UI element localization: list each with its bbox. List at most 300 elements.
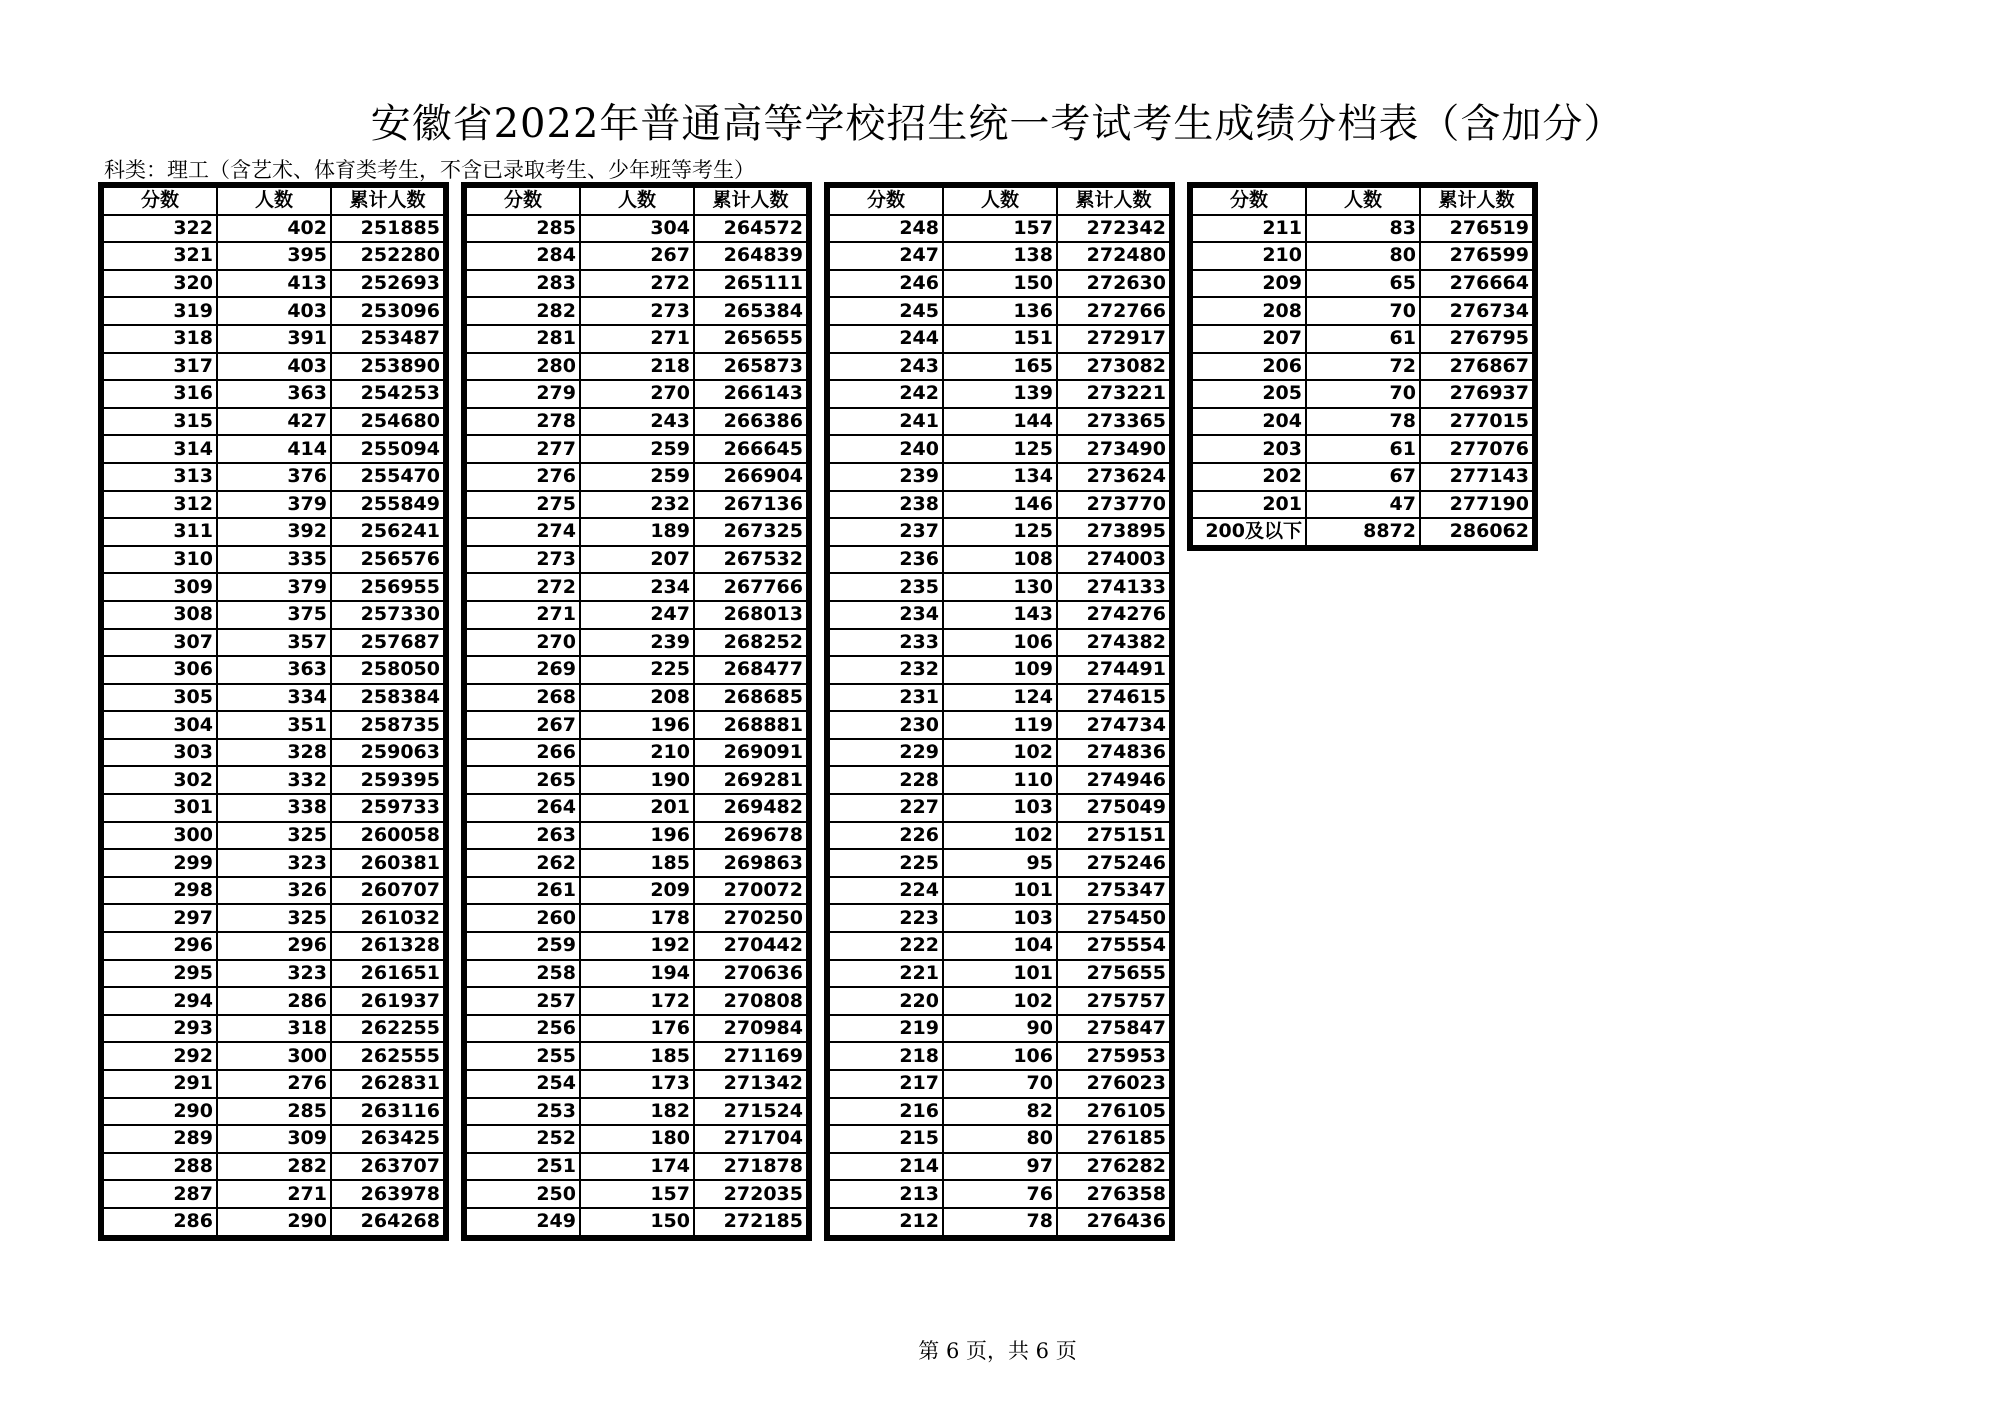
score-cell: 206 <box>1192 353 1306 381</box>
table-row <box>829 601 1170 629</box>
score-cell: 212 <box>829 1208 943 1236</box>
cumulative-cell: 269482 <box>694 794 807 822</box>
table-row <box>466 491 807 519</box>
cumulative-cell: 286062 <box>1420 518 1533 546</box>
count-cell: 144 <box>943 408 1057 436</box>
cumulative-cell: 269091 <box>694 739 807 767</box>
cumulative-cell: 267766 <box>694 573 807 601</box>
score-cell: 297 <box>103 904 217 932</box>
cumulative-cell: 257687 <box>331 629 444 657</box>
count-cell: 150 <box>943 270 1057 298</box>
table-row <box>829 325 1170 353</box>
score-cell: 283 <box>466 270 580 298</box>
score-cell: 247 <box>829 242 943 270</box>
table-row <box>1192 270 1533 298</box>
score-cell: 227 <box>829 794 943 822</box>
table-row <box>466 353 807 381</box>
table-row <box>103 242 444 270</box>
cumulative-cell: 263116 <box>331 1098 444 1126</box>
score-cell: 202 <box>1192 463 1306 491</box>
table-row <box>466 629 807 657</box>
cumulative-cell: 276519 <box>1420 215 1533 243</box>
score-cell: 298 <box>103 877 217 905</box>
table-row <box>829 1070 1170 1098</box>
table-row <box>1192 242 1533 270</box>
cumulative-cell: 270442 <box>694 932 807 960</box>
score-cell: 219 <box>829 1015 943 1043</box>
table-row <box>466 711 807 739</box>
table-row <box>829 1208 1170 1236</box>
score-cell: 230 <box>829 711 943 739</box>
cumulative-cell: 273490 <box>1057 435 1170 463</box>
score-cell: 237 <box>829 518 943 546</box>
count-cell: 143 <box>943 601 1057 629</box>
score-cell: 255 <box>466 1042 580 1070</box>
cumulative-cell: 261032 <box>331 904 444 932</box>
cumulative-cell: 277015 <box>1420 408 1533 436</box>
score-cell: 310 <box>103 546 217 574</box>
count-cell: 119 <box>943 711 1057 739</box>
table-row <box>466 1153 807 1181</box>
table-row <box>466 435 807 463</box>
table-row <box>829 380 1170 408</box>
score-cell: 257 <box>466 987 580 1015</box>
table-row <box>829 1098 1170 1126</box>
table-row <box>466 1208 807 1236</box>
table-row <box>466 1070 807 1098</box>
score-cell: 211 <box>1192 215 1306 243</box>
count-cell: 102 <box>943 987 1057 1015</box>
score-cell: 260 <box>466 904 580 932</box>
cumulative-cell: 275655 <box>1057 960 1170 988</box>
count-cell: 351 <box>217 711 331 739</box>
cumulative-cell: 275554 <box>1057 932 1170 960</box>
score-cell: 285 <box>466 215 580 243</box>
score-cell: 301 <box>103 794 217 822</box>
cumulative-cell: 270636 <box>694 960 807 988</box>
score-cell: 226 <box>829 822 943 850</box>
count-cell: 286 <box>217 987 331 1015</box>
score-cell: 203 <box>1192 435 1306 463</box>
cumulative-cell: 272917 <box>1057 325 1170 353</box>
count-cell: 272 <box>580 270 694 298</box>
cumulative-cell: 272185 <box>694 1208 807 1236</box>
count-cell: 403 <box>217 297 331 325</box>
count-cell: 271 <box>580 325 694 353</box>
score-cell: 238 <box>829 491 943 519</box>
cumulative-cell: 258735 <box>331 711 444 739</box>
score-cell: 252 <box>466 1125 580 1153</box>
count-cell: 282 <box>217 1153 331 1181</box>
count-cell: 70 <box>1306 297 1420 325</box>
table-row <box>103 1098 444 1126</box>
count-cell: 125 <box>943 435 1057 463</box>
table-row <box>103 904 444 932</box>
cumulative-cell: 274003 <box>1057 546 1170 574</box>
count-cell: 173 <box>580 1070 694 1098</box>
table-row <box>103 601 444 629</box>
score-table-block-2 <box>461 182 812 1241</box>
table-row <box>103 463 444 491</box>
cumulative-cell: 271878 <box>694 1153 807 1181</box>
table-row <box>466 546 807 574</box>
cumulative-cell: 276867 <box>1420 353 1533 381</box>
cumulative-cell: 269678 <box>694 822 807 850</box>
table-row <box>829 270 1170 298</box>
cumulative-cell: 273624 <box>1057 463 1170 491</box>
score-cell: 274 <box>466 518 580 546</box>
count-cell: 196 <box>580 711 694 739</box>
cumulative-cell: 270984 <box>694 1015 807 1043</box>
score-cell: 307 <box>103 629 217 657</box>
table-row <box>829 215 1170 243</box>
count-cell: 146 <box>943 491 1057 519</box>
count-cell: 134 <box>943 463 1057 491</box>
header-count: 人数 <box>943 187 1057 215</box>
table-row <box>466 1180 807 1208</box>
count-cell: 210 <box>580 739 694 767</box>
cumulative-cell: 265655 <box>694 325 807 353</box>
count-cell: 427 <box>217 408 331 436</box>
score-cell: 282 <box>466 297 580 325</box>
count-cell: 109 <box>943 656 1057 684</box>
cumulative-cell: 255849 <box>331 491 444 519</box>
count-cell: 83 <box>1306 215 1420 243</box>
cumulative-cell: 276664 <box>1420 270 1533 298</box>
cumulative-cell: 253096 <box>331 297 444 325</box>
count-cell: 138 <box>943 242 1057 270</box>
score-cell: 240 <box>829 435 943 463</box>
cumulative-cell: 264839 <box>694 242 807 270</box>
count-cell: 413 <box>217 270 331 298</box>
cumulative-cell: 266645 <box>694 435 807 463</box>
table-row <box>1192 297 1533 325</box>
table-row <box>466 766 807 794</box>
count-cell: 290 <box>217 1208 331 1236</box>
count-cell: 189 <box>580 518 694 546</box>
cumulative-cell: 274734 <box>1057 711 1170 739</box>
count-cell: 247 <box>580 601 694 629</box>
table-row <box>103 766 444 794</box>
table-row <box>103 932 444 960</box>
table-row <box>1192 353 1533 381</box>
cumulative-cell: 276185 <box>1057 1125 1170 1153</box>
count-cell: 106 <box>943 1042 1057 1070</box>
score-table-1 <box>102 186 445 1237</box>
table-row <box>829 573 1170 601</box>
table-row <box>466 904 807 932</box>
table-row <box>466 325 807 353</box>
count-cell: 357 <box>217 629 331 657</box>
cumulative-cell: 276734 <box>1420 297 1533 325</box>
count-cell: 402 <box>217 215 331 243</box>
table-row <box>829 297 1170 325</box>
score-cell: 266 <box>466 739 580 767</box>
cumulative-cell: 276599 <box>1420 242 1533 270</box>
cumulative-cell: 273082 <box>1057 353 1170 381</box>
cumulative-cell: 266143 <box>694 380 807 408</box>
table-row <box>829 656 1170 684</box>
count-cell: 130 <box>943 573 1057 601</box>
count-cell: 174 <box>580 1153 694 1181</box>
cumulative-cell: 267136 <box>694 491 807 519</box>
cumulative-cell: 257330 <box>331 601 444 629</box>
cumulative-cell: 264268 <box>331 1208 444 1236</box>
score-cell: 273 <box>466 546 580 574</box>
table-row <box>103 215 444 243</box>
score-cell: 214 <box>829 1153 943 1181</box>
score-cell: 249 <box>466 1208 580 1236</box>
cumulative-cell: 262831 <box>331 1070 444 1098</box>
count-cell: 78 <box>1306 408 1420 436</box>
score-cell: 320 <box>103 270 217 298</box>
count-cell: 192 <box>580 932 694 960</box>
score-cell: 254 <box>466 1070 580 1098</box>
table-row <box>466 877 807 905</box>
count-cell: 136 <box>943 297 1057 325</box>
score-cell: 293 <box>103 1015 217 1043</box>
score-cell: 286 <box>103 1208 217 1236</box>
count-cell: 363 <box>217 656 331 684</box>
cumulative-cell: 272035 <box>694 1180 807 1208</box>
count-cell: 392 <box>217 518 331 546</box>
cumulative-cell: 277190 <box>1420 491 1533 519</box>
score-cell: 263 <box>466 822 580 850</box>
table-row <box>829 1015 1170 1043</box>
score-cell: 221 <box>829 960 943 988</box>
count-cell: 414 <box>217 435 331 463</box>
table-row-below-threshold <box>1192 518 1533 546</box>
cumulative-cell: 259063 <box>331 739 444 767</box>
count-cell: 95 <box>943 849 1057 877</box>
count-cell: 194 <box>580 960 694 988</box>
table-row <box>103 1042 444 1070</box>
table-row <box>466 297 807 325</box>
score-cell: 223 <box>829 904 943 932</box>
cumulative-cell: 261651 <box>331 960 444 988</box>
count-cell: 403 <box>217 353 331 381</box>
count-cell: 102 <box>943 822 1057 850</box>
count-cell: 78 <box>943 1208 1057 1236</box>
score-cell: 265 <box>466 766 580 794</box>
cumulative-cell: 270808 <box>694 987 807 1015</box>
count-cell: 270 <box>580 380 694 408</box>
table-row <box>466 960 807 988</box>
score-cell: 287 <box>103 1180 217 1208</box>
table-row <box>466 656 807 684</box>
score-cell: 312 <box>103 491 217 519</box>
count-cell: 70 <box>1306 380 1420 408</box>
score-cell: 241 <box>829 408 943 436</box>
score-cell: 210 <box>1192 242 1306 270</box>
count-cell: 76 <box>943 1180 1057 1208</box>
score-table-block-4 <box>1187 182 1538 551</box>
score-cell: 248 <box>829 215 943 243</box>
count-cell: 273 <box>580 297 694 325</box>
cumulative-cell: 271524 <box>694 1098 807 1126</box>
cumulative-cell: 272342 <box>1057 215 1170 243</box>
cumulative-cell: 263707 <box>331 1153 444 1181</box>
count-cell: 259 <box>580 463 694 491</box>
table-row <box>829 684 1170 712</box>
table-row <box>103 849 444 877</box>
score-cell: 279 <box>466 380 580 408</box>
count-cell: 97 <box>943 1153 1057 1181</box>
count-cell: 101 <box>943 877 1057 905</box>
score-table-2 <box>465 186 808 1237</box>
count-cell: 338 <box>217 794 331 822</box>
score-cell: 264 <box>466 794 580 822</box>
cumulative-cell: 268013 <box>694 601 807 629</box>
table-row <box>103 270 444 298</box>
count-cell: 106 <box>943 629 1057 657</box>
cumulative-cell: 275246 <box>1057 849 1170 877</box>
table-row <box>103 877 444 905</box>
score-cell: 243 <box>829 353 943 381</box>
table-row <box>103 353 444 381</box>
score-cell: 302 <box>103 766 217 794</box>
score-cell: 253 <box>466 1098 580 1126</box>
count-cell: 225 <box>580 656 694 684</box>
count-cell: 379 <box>217 491 331 519</box>
count-cell: 165 <box>943 353 1057 381</box>
table-row <box>829 1180 1170 1208</box>
score-cell: 259 <box>466 932 580 960</box>
table-row <box>103 573 444 601</box>
score-cell: 291 <box>103 1070 217 1098</box>
cumulative-cell: 261328 <box>331 932 444 960</box>
header-count: 人数 <box>580 187 694 215</box>
score-cell: 303 <box>103 739 217 767</box>
count-cell: 157 <box>580 1180 694 1208</box>
score-cell <box>1192 518 1306 546</box>
count-cell: 150 <box>580 1208 694 1236</box>
count-cell: 323 <box>217 849 331 877</box>
count-cell: 328 <box>217 739 331 767</box>
cumulative-cell: 255094 <box>331 435 444 463</box>
score-cell: 290 <box>103 1098 217 1126</box>
score-cell: 292 <box>103 1042 217 1070</box>
cumulative-cell: 274836 <box>1057 739 1170 767</box>
score-table-3 <box>828 186 1171 1237</box>
table-row <box>829 435 1170 463</box>
score-cell: 217 <box>829 1070 943 1098</box>
cumulative-cell: 256576 <box>331 546 444 574</box>
header-score: 分数 <box>1192 187 1306 215</box>
score-cell: 256 <box>466 1015 580 1043</box>
cumulative-cell: 274946 <box>1057 766 1170 794</box>
cumulative-cell: 270072 <box>694 877 807 905</box>
cumulative-cell: 252693 <box>331 270 444 298</box>
table-row <box>103 684 444 712</box>
score-cell: 236 <box>829 546 943 574</box>
cumulative-cell: 271342 <box>694 1070 807 1098</box>
count-cell: 67 <box>1306 463 1420 491</box>
count-cell: 61 <box>1306 435 1420 463</box>
cumulative-cell: 252280 <box>331 242 444 270</box>
count-cell: 391 <box>217 325 331 353</box>
table-row <box>466 822 807 850</box>
table-row <box>829 353 1170 381</box>
score-cell: 280 <box>466 353 580 381</box>
table-row <box>103 1125 444 1153</box>
table-row <box>103 1208 444 1236</box>
document-title: 安徽省2022年普通高等学校招生统一考试考生成绩分档表（含加分） <box>370 101 1625 147</box>
score-cell: 269 <box>466 656 580 684</box>
table-row <box>103 325 444 353</box>
count-cell: 309 <box>217 1125 331 1153</box>
table-row <box>829 463 1170 491</box>
cumulative-cell: 272766 <box>1057 297 1170 325</box>
cumulative-cell: 269863 <box>694 849 807 877</box>
score-cell: 306 <box>103 656 217 684</box>
count-cell: 180 <box>580 1125 694 1153</box>
cumulative-cell: 258384 <box>331 684 444 712</box>
score-cell: 215 <box>829 1125 943 1153</box>
cumulative-cell: 276358 <box>1057 1180 1170 1208</box>
count-cell: 239 <box>580 629 694 657</box>
table-row <box>1192 215 1533 243</box>
cumulative-cell: 266386 <box>694 408 807 436</box>
table-row <box>466 518 807 546</box>
count-cell: 335 <box>217 546 331 574</box>
cumulative-cell: 267325 <box>694 518 807 546</box>
table-row <box>1192 325 1533 353</box>
count-cell: 318 <box>217 1015 331 1043</box>
table-row <box>829 849 1170 877</box>
score-cell: 288 <box>103 1153 217 1181</box>
score-cell: 309 <box>103 573 217 601</box>
score-cell: 209 <box>1192 270 1306 298</box>
score-cell: 205 <box>1192 380 1306 408</box>
header-row <box>103 187 444 215</box>
header-cumulative: 累计人数 <box>694 187 807 215</box>
score-cell: 294 <box>103 987 217 1015</box>
table-row <box>466 1098 807 1126</box>
score-cell: 258 <box>466 960 580 988</box>
cumulative-cell: 271704 <box>694 1125 807 1153</box>
count-cell: 139 <box>943 380 1057 408</box>
count-cell: 157 <box>943 215 1057 243</box>
score-cell: 317 <box>103 353 217 381</box>
table-row <box>103 1070 444 1098</box>
table-row <box>466 215 807 243</box>
score-table-block-1 <box>98 182 449 1241</box>
cumulative-cell: 251885 <box>331 215 444 243</box>
table-row <box>466 242 807 270</box>
score-cell: 231 <box>829 684 943 712</box>
score-cell: 284 <box>466 242 580 270</box>
table-row <box>103 546 444 574</box>
score-cell: 232 <box>829 656 943 684</box>
table-row <box>466 1125 807 1153</box>
table-row <box>829 408 1170 436</box>
table-row <box>829 1125 1170 1153</box>
cumulative-cell: 254253 <box>331 380 444 408</box>
table-row <box>1192 435 1533 463</box>
table-row <box>466 849 807 877</box>
score-table-4 <box>1191 186 1534 547</box>
table-row <box>466 739 807 767</box>
table-row <box>466 794 807 822</box>
cumulative-cell: 275450 <box>1057 904 1170 932</box>
cumulative-cell: 276795 <box>1420 325 1533 353</box>
score-cell: 277 <box>466 435 580 463</box>
table-row <box>103 1015 444 1043</box>
count-cell: 65 <box>1306 270 1420 298</box>
count-cell: 125 <box>943 518 1057 546</box>
cumulative-cell: 275757 <box>1057 987 1170 1015</box>
